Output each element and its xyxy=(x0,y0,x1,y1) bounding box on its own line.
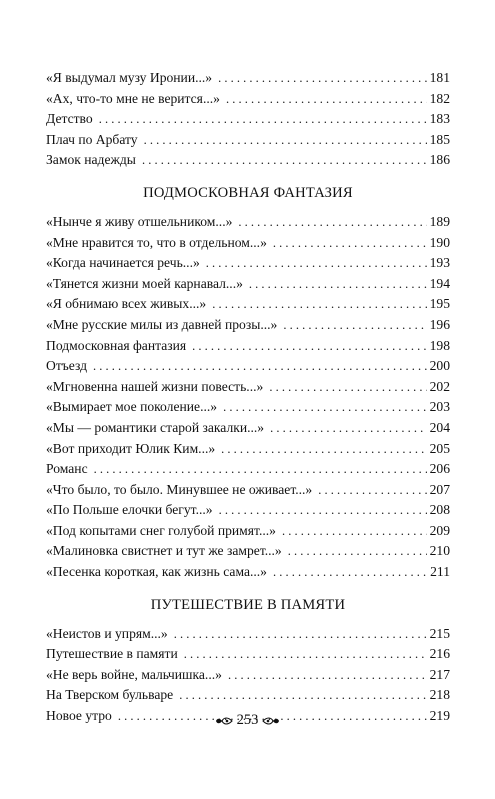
toc-entry xyxy=(46,150,450,171)
entry-title: «Малиновка свистнет и тут же замрет...» xyxy=(46,543,282,559)
entry-title: «Песенка короткая, как жизнь сама...» xyxy=(46,564,267,580)
toc-entry xyxy=(46,274,450,295)
entry-title: Новое утро xyxy=(46,708,112,724)
toc-entry xyxy=(46,541,450,562)
entry-title: Подмосковная фантазия xyxy=(46,337,187,353)
leader-dots xyxy=(219,500,427,521)
entry-page: 183 xyxy=(429,111,450,127)
toc-entry xyxy=(46,685,450,706)
leader-dots xyxy=(238,212,426,233)
entry-title: Отъезд xyxy=(46,358,88,374)
page-footer xyxy=(0,712,495,729)
leader-dots xyxy=(144,130,427,151)
entry-title: «Неистов и упрям...» xyxy=(46,625,168,641)
entry-title: «Мне русские милы из давней прозы...» xyxy=(46,316,278,332)
toc-entry xyxy=(46,109,450,130)
entry-page: 207 xyxy=(429,481,450,497)
toc-entry xyxy=(46,562,450,583)
leader-dots xyxy=(142,150,427,171)
leader-dots xyxy=(174,624,427,645)
toc-entry xyxy=(46,521,450,542)
left-ornament-icon xyxy=(215,714,233,728)
leader-dots xyxy=(273,233,427,254)
leader-dots xyxy=(270,418,427,439)
entry-page: 219 xyxy=(429,708,450,724)
toc-entry xyxy=(46,89,450,110)
leader-dots xyxy=(288,541,427,562)
entry-title: «Ах, что-то мне не верится...» xyxy=(46,90,220,106)
leader-dots xyxy=(228,665,427,686)
toc-entry xyxy=(46,418,450,439)
toc-entry xyxy=(46,665,450,686)
leader-dots xyxy=(283,315,426,336)
toc-entry xyxy=(46,624,450,645)
entry-title: «Нынче я живу отшельником...» xyxy=(46,213,233,229)
toc-entry xyxy=(46,68,450,89)
leader-dots xyxy=(99,109,427,130)
entry-title: «Мы — романтики старой закалки...» xyxy=(46,419,265,435)
toc-entry xyxy=(46,212,450,233)
entry-title: «По Польше елочки бегут...» xyxy=(46,502,213,518)
entry-title: «Вот приходит Юлик Ким...» xyxy=(46,440,216,456)
entry-title: «Вымирает мое поколение...» xyxy=(46,399,218,415)
section-heading: ПОДМОСКОВНАЯ ФАНТАЗИЯ xyxy=(143,184,353,201)
entry-page: 203 xyxy=(429,399,450,415)
entry-title: Путешествие в памяти xyxy=(46,646,178,662)
leader-dots xyxy=(269,377,426,398)
entry-page: 185 xyxy=(429,131,450,147)
page-number: 253 xyxy=(236,712,259,728)
entry-title: Плач по Арбату xyxy=(46,131,138,147)
toc-entry xyxy=(46,294,450,315)
entry-title: «Я выдумал музу Иронии...» xyxy=(46,70,213,85)
toc-entry xyxy=(46,500,450,521)
entry-page: 205 xyxy=(429,440,450,456)
toc-entry xyxy=(46,377,450,398)
entry-page: 182 xyxy=(429,90,450,106)
entry-title: «Что было, то было. Минувшее не оживает...» xyxy=(46,481,313,497)
entry-page: 195 xyxy=(429,296,450,312)
leader-dots xyxy=(223,397,427,418)
entry-page: 194 xyxy=(429,275,450,291)
entry-page: 215 xyxy=(429,625,450,641)
toc-entry xyxy=(46,130,450,151)
entry-title: «Под копытами снег голубой примят...» xyxy=(46,522,276,538)
toc-entry xyxy=(46,233,450,254)
leader-dots xyxy=(273,562,427,583)
leader-dots xyxy=(221,439,426,460)
entry-page: 186 xyxy=(429,152,450,168)
entry-title: Замок надежды xyxy=(46,152,136,168)
leader-dots xyxy=(318,480,426,501)
leader-dots xyxy=(282,521,427,542)
entry-page: 204 xyxy=(429,419,450,435)
entry-page: 190 xyxy=(429,234,450,250)
entry-title: Романс xyxy=(46,461,88,477)
entry-page: 218 xyxy=(429,687,450,703)
entry-title: «Я обнимаю всех живых...» xyxy=(46,296,207,312)
entry-title: «Не верь войне, мальчишка...» xyxy=(46,666,222,682)
entry-page: 202 xyxy=(429,378,450,394)
entry-title: На Тверском бульваре xyxy=(46,687,174,703)
toc-entry xyxy=(46,356,450,377)
leader-dots xyxy=(94,459,427,480)
toc-entry xyxy=(46,336,450,357)
leader-dots xyxy=(212,294,426,315)
table-of-contents xyxy=(46,68,450,727)
toc-section-2 xyxy=(46,212,450,583)
right-ornament-icon xyxy=(262,714,280,728)
leader-dots xyxy=(218,68,427,89)
entry-title: «Тянется жизни моей карнавал...» xyxy=(46,275,243,291)
entry-page: 210 xyxy=(429,543,450,559)
entry-page: 217 xyxy=(429,666,450,682)
leader-dots xyxy=(206,253,427,274)
entry-page: 196 xyxy=(429,316,450,332)
toc-entry xyxy=(46,397,450,418)
entry-page: 189 xyxy=(429,213,450,229)
entry-title: Детство xyxy=(46,111,93,127)
toc-entry xyxy=(46,480,450,501)
toc-entry xyxy=(46,644,450,665)
entry-page: 181 xyxy=(429,70,450,85)
toc-section-1 xyxy=(46,68,450,171)
entry-title: «Мгновенна нашей жизни повесть...» xyxy=(46,378,264,394)
entry-page: 206 xyxy=(429,461,450,477)
entry-page: 211 xyxy=(430,564,450,580)
entry-page: 200 xyxy=(429,358,450,374)
toc-entry xyxy=(46,253,450,274)
leader-dots xyxy=(249,274,427,295)
entry-page: 216 xyxy=(429,646,450,662)
leader-dots xyxy=(93,356,427,377)
toc-entry xyxy=(46,459,450,480)
entry-title: «Когда начинается речь...» xyxy=(46,255,200,271)
leader-dots xyxy=(179,685,426,706)
section-heading: ПУТЕШЕСТВИЕ В ПАМЯТИ xyxy=(150,596,346,613)
entry-page: 198 xyxy=(429,337,450,353)
leader-dots xyxy=(184,644,427,665)
entry-page: 208 xyxy=(429,502,450,518)
toc-entry xyxy=(46,315,450,336)
entry-page: 209 xyxy=(429,522,450,538)
toc-entry xyxy=(46,439,450,460)
entry-page: 193 xyxy=(429,255,450,271)
leader-dots xyxy=(226,89,427,110)
entry-title: «Мне нравится то, что в отдельном...» xyxy=(46,234,267,250)
leader-dots xyxy=(192,336,426,357)
